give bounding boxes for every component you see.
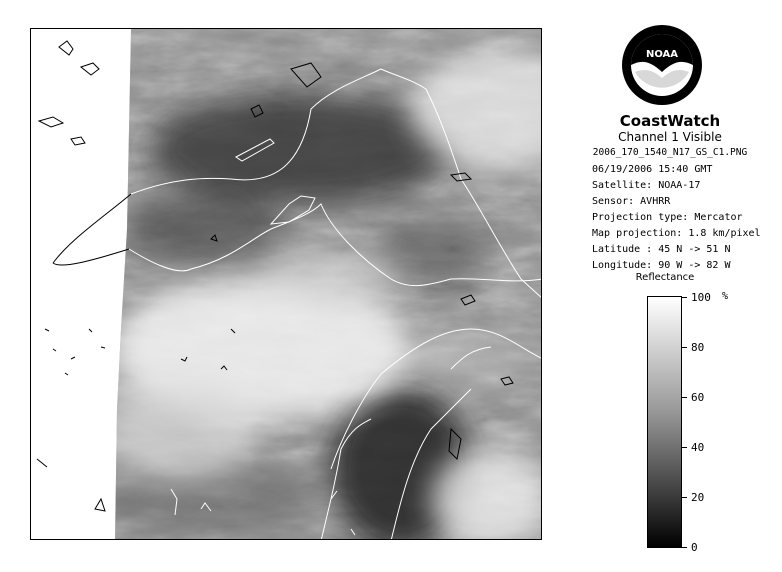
- tick-label-20: 20: [691, 491, 705, 504]
- tick-label-80: 80: [691, 341, 705, 354]
- satellite-image: [31, 29, 542, 540]
- scale-title: Reflectance: [635, 272, 695, 283]
- noaa-logo: [621, 24, 703, 106]
- tick-label-100: 100: [691, 291, 711, 304]
- tick-label-0: 0: [691, 541, 698, 554]
- meta-sensor: Sensor: AVHRR: [592, 196, 671, 207]
- meta-map-projection: Map projection: 1.8 km/pixel: [592, 228, 761, 239]
- image-data-area: [31, 29, 542, 540]
- meta-satellite: Satellite: NOAA-17: [592, 180, 701, 191]
- tick-label-60: 60: [691, 391, 705, 404]
- tick-mark: [682, 447, 687, 448]
- tick-mark: [682, 347, 687, 348]
- meta-projection-type: Projection type: Mercator: [592, 212, 743, 223]
- tick-mark: [682, 497, 687, 498]
- tick-mark: [682, 297, 687, 298]
- image-filename: 2006_170_1540_N17_GS_C1.PNG: [592, 147, 748, 158]
- meta-latitude: Latitude : 45 N -> 51 N: [592, 244, 731, 255]
- scale-unit: %: [722, 291, 729, 302]
- reflectance-colorbar: [647, 296, 682, 548]
- app-title: CoastWatch: [619, 112, 721, 130]
- logo-text: NOAA: [645, 49, 679, 60]
- satellite-image-panel: [30, 28, 542, 540]
- meta-datetime: 06/19/2006 15:40 GMT: [592, 164, 713, 175]
- channel-subtitle: Channel 1 Visible: [618, 130, 722, 144]
- tick-label-40: 40: [691, 441, 705, 454]
- meta-longitude: Longitude: 90 W -> 82 W: [592, 260, 731, 271]
- tick-mark: [682, 547, 687, 548]
- tick-mark: [682, 397, 687, 398]
